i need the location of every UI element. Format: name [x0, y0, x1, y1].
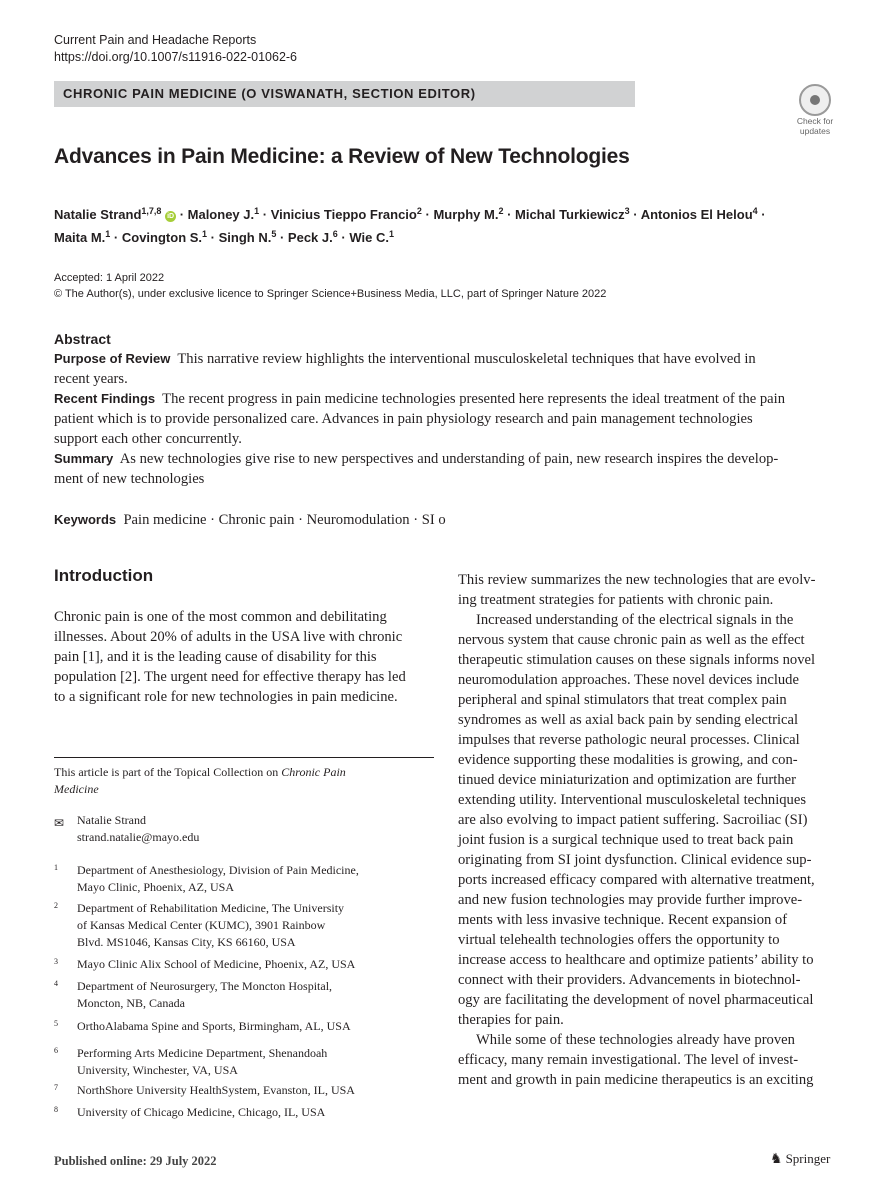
affiliation-line: Moncton, NB, Canada	[77, 996, 185, 1010]
text-line: extending utility. Interventional musculoskeletal techniques	[458, 792, 806, 808]
affiliation-line: Department of Rehabilitation Medicine, The University	[77, 901, 345, 915]
text-line: peripheral and spinal stimulators that treat complex pain	[458, 692, 787, 708]
purpose-text-1: This narrative review highlights the interventional musculoskeletal techniques that have evolved in	[177, 351, 756, 367]
author-separator: ·	[207, 230, 219, 245]
text-line: ports increased efficacy compared with alternative treatment,	[458, 872, 815, 888]
author-line-1	[54, 203, 854, 226]
findings-text-3: support each other concurrently.	[54, 431, 242, 447]
author-name[interactable]: Antonios El Helou	[640, 207, 753, 222]
text-line: joint fusion is a surgical technique used to treat back pain	[458, 832, 794, 848]
affiliation-text	[77, 862, 407, 896]
affiliation-line: NorthShore University HealthSystem, Evanston, IL, USA	[77, 1083, 355, 1097]
author-affiliation-ref: 1	[202, 229, 208, 239]
findings-label: Recent Findings	[54, 391, 156, 406]
note-prefix: This article is part of the Topical Collection on	[54, 765, 282, 779]
author-separator: ·	[176, 207, 188, 222]
author-name[interactable]: Maloney J.	[187, 207, 255, 222]
note-collection-2: Medicine	[54, 782, 99, 796]
publisher-name: Springer	[785, 1151, 831, 1166]
author-name[interactable]: Singh N.	[218, 230, 272, 245]
affiliation-text	[77, 978, 407, 1012]
text-line: increase access to healthcare and optimize patients’ ability to	[458, 952, 814, 968]
introduction-heading: Introduction	[54, 566, 154, 585]
text-line: nervous system that cause chronic pain as well as the effect	[458, 632, 805, 648]
summary-text-1: As new technologies give rise to new perspectives and understanding of pain, new research inspires the develop-	[119, 451, 779, 467]
text-line: ment and growth in pain medicine therapeutics is an exciting	[458, 1072, 814, 1088]
springer-horse-icon: ♞	[770, 1152, 783, 1167]
author-line-2	[54, 226, 854, 249]
author-affiliation-ref: 2	[416, 206, 422, 216]
text-line: therapies for pain.	[458, 1012, 564, 1028]
text-line: evidence supporting these modalities is growing, and con-	[458, 752, 798, 768]
purpose-text-2: recent years.	[54, 371, 128, 387]
affiliation-line: Department of Neurosurgery, The Moncton Hospital,	[77, 979, 333, 993]
intro-right-paragraph-3	[458, 1030, 838, 1090]
author-name[interactable]: Natalie Strand	[54, 207, 142, 222]
abstract-heading: Abstract	[54, 331, 111, 347]
section-banner	[54, 81, 635, 107]
author-name[interactable]: Covington S.	[121, 230, 203, 245]
author-separator: ·	[110, 230, 122, 245]
author-affiliation-ref: 1,7,8	[141, 206, 162, 216]
affiliation-text	[77, 1104, 407, 1121]
summary-text-2: ment of new technologies	[54, 471, 205, 487]
affiliation-line: Department of Anesthesiology, Division of Pain Medicine,	[77, 863, 359, 877]
affiliation-number: 7	[54, 1083, 58, 1092]
affiliation-number: 1	[54, 863, 58, 872]
corresponding-author	[77, 812, 199, 846]
author-name[interactable]: Michal Turkiewicz	[515, 207, 625, 222]
text-line: ogy are facilitating the development of novel pharmaceutical	[458, 992, 814, 1008]
intro-right-paragraph-2	[458, 610, 838, 1030]
journal-name: Current Pain and Headache Reports	[54, 33, 257, 47]
affiliation-number: 3	[54, 957, 58, 966]
author-affiliation-ref: 2	[498, 206, 504, 216]
accepted-date: Accepted: 1 April 2022	[54, 272, 165, 284]
email-icon: ✉	[54, 816, 65, 830]
topical-collection-note	[54, 764, 394, 798]
affiliation-text	[77, 900, 407, 951]
text-line: impulses that reverse pathologic neural processes. Clinical	[458, 732, 800, 748]
text-line: ments with less invasive technique. Recent expansion of	[458, 912, 788, 928]
affiliation-text	[77, 1045, 407, 1079]
affiliation-number: 5	[54, 1019, 58, 1028]
author-separator: ·	[337, 230, 350, 245]
affiliation-line: Mayo Clinic, Phoenix, AZ, USA	[77, 880, 235, 894]
affiliation-line: OrthoAlabama Spine and Sports, Birmingham, AL, USA	[77, 1019, 351, 1033]
author-list	[54, 203, 854, 249]
affiliation-number: 6	[54, 1046, 58, 1055]
affiliation-line: University, Winchester, VA, USA	[77, 1063, 238, 1077]
doi-link[interactable]: https://doi.org/10.1007/s11916-022-01062-6	[54, 50, 298, 64]
article-title: Advances in Pain Medicine: a Review of New Technologies	[54, 145, 630, 168]
section-label: CHRONIC PAIN MEDICINE (O VISWANATH, SECTION EDITOR)	[63, 86, 476, 101]
purpose-label: Purpose of Review	[54, 351, 171, 366]
author-name[interactable]: Peck J.	[287, 230, 333, 245]
text-line: virtual telehealth technologies offers the opportunity to	[458, 932, 780, 948]
publisher-logo	[770, 1151, 830, 1168]
author-affiliation-ref: 1	[105, 229, 111, 239]
badge-label-1: Check for	[796, 116, 834, 126]
text-line: tinued device miniaturization and optimization are further	[458, 772, 796, 788]
author-separator: ·	[259, 207, 271, 222]
abstract-purpose	[54, 349, 838, 389]
text-line: originating from SI joint dysfunction. Clinical evidence sup-	[458, 852, 812, 868]
author-separator: ·	[629, 207, 641, 222]
abstract-summary	[54, 449, 838, 489]
keywords-label: Keywords	[54, 512, 117, 527]
intro-right-paragraph-1	[458, 570, 838, 610]
text-line: therapeutic stimulation causes on these signals informs novel	[458, 652, 816, 668]
text-line: efficacy, many remain investigational. The level of invest-	[458, 1052, 799, 1068]
affiliation-text	[77, 956, 407, 973]
author-affiliation-ref: 1	[388, 229, 394, 239]
text-line: connect with their providers. Advancements in biotechnol-	[458, 972, 801, 988]
check-updates-icon	[799, 84, 831, 116]
affiliation-number: 4	[54, 979, 58, 988]
affiliation-line: Blvd. MS1046, Kansas City, KS 66160, USA	[77, 935, 296, 949]
author-name[interactable]: Maita M.	[54, 230, 106, 245]
article-dates	[54, 270, 606, 302]
text-line: This review summarizes the new technologies that are evolv-	[458, 572, 816, 588]
author-separator: ·	[276, 230, 288, 245]
text-line: ing treatment strategies for patients with chronic pain.	[458, 592, 774, 608]
journal-header	[54, 32, 297, 66]
text-line: to a significant role for new technologies in pain medicine.	[54, 689, 398, 705]
text-line: pain [1], and it is the leading cause of disability for this	[54, 649, 377, 665]
affiliation-line: Mayo Clinic Alix School of Medicine, Phoenix, AZ, USA	[77, 957, 356, 971]
text-line: Increased understanding of the electrical signals in the	[476, 612, 794, 628]
findings-text-2: patient which is to provide personalized care. Advances in pain physiology research and pain management technologies	[54, 411, 753, 427]
text-line: Chronic pain is one of the most common and debilitating	[54, 609, 387, 625]
author-separator: ·	[757, 207, 766, 222]
published-date: Published online: 29 July 2022	[54, 1154, 217, 1168]
author-name[interactable]: Vinicius Tieppo Francio	[270, 207, 417, 222]
keywords	[54, 510, 838, 530]
author-separator: ·	[503, 207, 516, 222]
footnote-divider	[54, 757, 434, 758]
author-affiliation-ref: 3	[624, 206, 630, 216]
text-line: syndromes as well as axial back pain by sending electrical	[458, 712, 799, 728]
affiliation-line: University of Chicago Medicine, Chicago, IL, USA	[77, 1105, 326, 1119]
affiliation-line: Performing Arts Medicine Department, Shenandoah	[77, 1046, 328, 1060]
text-line: are also evolving to impact patient suffering. Sacroiliac (SI)	[458, 812, 808, 828]
corresponding-name: Natalie Strand	[77, 813, 146, 827]
corresponding-email[interactable]: strand.natalie@mayo.edu	[77, 830, 200, 844]
text-line: population [2]. The urgent need for effective therapy has led	[54, 669, 406, 685]
author-affiliation-ref: 5	[271, 229, 277, 239]
badge-label-2: updates	[799, 126, 831, 136]
affiliation-text	[77, 1082, 407, 1099]
abstract-findings	[54, 389, 838, 449]
check-for-updates-badge[interactable]	[791, 83, 839, 136]
findings-text-1: The recent progress in pain medicine technologies presented here represents the ideal treatment of the pain	[162, 391, 785, 407]
affiliation-number: 2	[54, 901, 58, 910]
affiliation-line: of Kansas Medical Center (KUMC), 3901 Rainbow	[77, 918, 326, 932]
keywords-text: Pain medicine · Chronic pain · Neuromodulation · SI o	[123, 512, 446, 528]
author-name[interactable]: Murphy M.	[433, 207, 499, 222]
author-affiliation-ref: 1	[254, 206, 260, 216]
copyright-notice: © The Author(s), under exclusive licence to Springer Science+Business Media, LLC, part of Springer Nature 2022	[54, 288, 607, 300]
text-line: and new fusion technologies may provide further improve-	[458, 892, 803, 908]
author-separator: ·	[421, 207, 434, 222]
author-affiliation-ref: 4	[752, 206, 758, 216]
affiliation-text	[77, 1018, 407, 1035]
orcid-icon[interactable]: iD	[167, 213, 175, 220]
intro-left-paragraph	[54, 607, 434, 707]
text-line: illnesses. About 20% of adults in the USA live with chronic	[54, 629, 403, 645]
text-line: While some of these technologies already have proven	[476, 1032, 795, 1048]
note-collection-1: Chronic Pain	[281, 765, 346, 779]
text-line: neuromodulation approaches. These novel devices include	[458, 672, 799, 688]
author-name[interactable]: Wie C.	[349, 230, 389, 245]
summary-label: Summary	[54, 451, 114, 466]
author-affiliation-ref: 6	[332, 229, 338, 239]
affiliation-number: 8	[54, 1105, 58, 1114]
